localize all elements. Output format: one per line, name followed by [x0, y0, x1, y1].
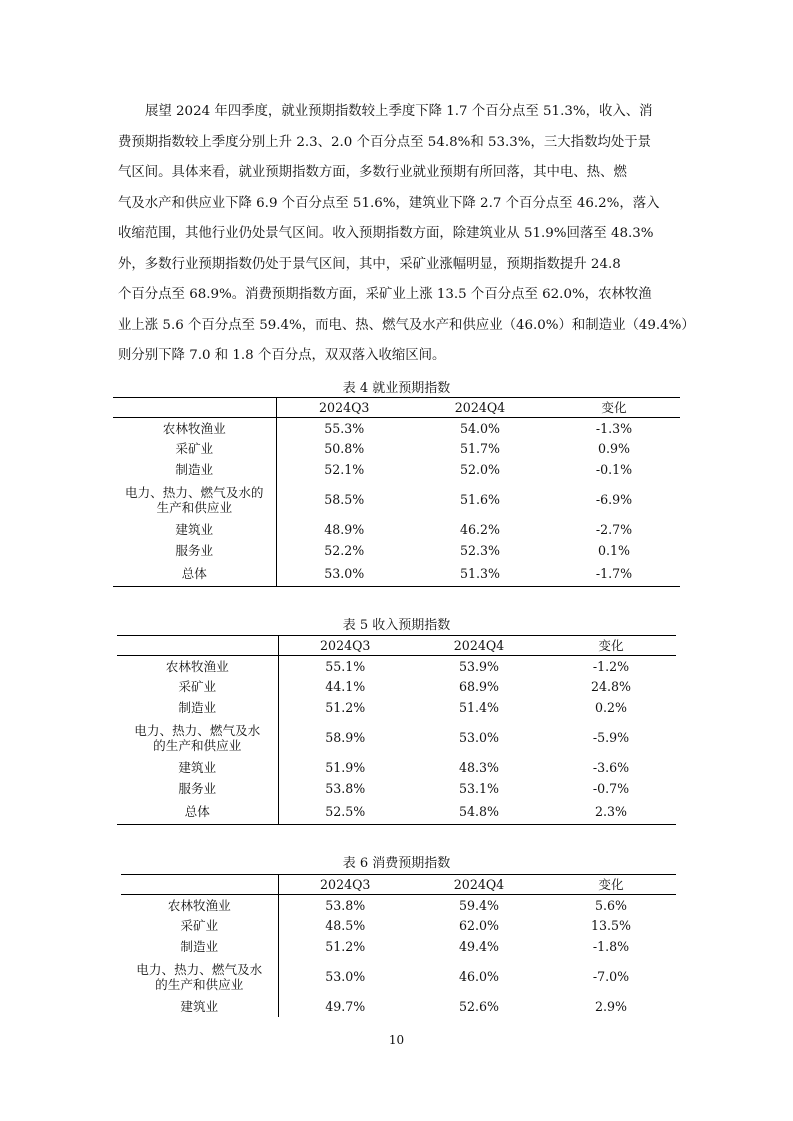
paragraph-line: 气及水产和供应业下降 6.9 个百分点至 51.6%，建筑业下降 2.7 个百分点至 46.2%，落入 — [118, 195, 660, 211]
row-label-line: 的生产和供应业 — [153, 737, 242, 753]
header-cell: 变化 — [546, 875, 676, 895]
table-row — [117, 799, 676, 825]
table-row — [113, 439, 680, 460]
paragraph-line: 业上涨 5.6 个百分点至 59.4%，而电、热、燃气及水产和供应业（46.0%）和制造业（49.4%） — [118, 317, 695, 333]
row-label — [117, 718, 278, 758]
table-header-row — [113, 398, 680, 418]
value-cell: 53.9% — [458, 658, 499, 674]
table-row — [121, 916, 676, 937]
value-cell: 44.1% — [325, 679, 366, 695]
value-cell: 58.5% — [324, 492, 365, 507]
header-cell: 2024Q4 — [412, 398, 548, 418]
value-cell: 48.9% — [324, 522, 365, 538]
value-cell: -7.0% — [592, 969, 630, 984]
header-cell: 2024Q3 — [278, 875, 412, 895]
table-row — [113, 459, 680, 480]
row-label: 农林牧渔业 — [117, 656, 278, 677]
value-cell: -1.7% — [595, 565, 633, 581]
value-cell: 13.5% — [590, 918, 631, 934]
value-cell: 52.3% — [459, 542, 500, 558]
header-cell: 2024Q3 — [278, 636, 412, 656]
value-cell: 53.0% — [458, 730, 499, 745]
header-cell: 2024Q4 — [412, 875, 546, 895]
row-label: 制造业 — [121, 936, 278, 957]
table-row — [117, 778, 676, 799]
body-paragraph — [118, 97, 695, 372]
paragraph-line: 收缩范围，其他行业仍处景气区间。收入预期指数方面，除建筑业从 51.9%回落至 48.3% — [118, 226, 654, 241]
row-label: 总体 — [117, 799, 278, 825]
value-cell: 54.0% — [459, 420, 500, 436]
value-cell: 51.6% — [459, 492, 500, 507]
value-cell: 2.3% — [595, 803, 627, 819]
value-cell: 48.3% — [458, 760, 499, 776]
row-label-line: 电力、热力、燃气及水 — [136, 961, 263, 977]
row-label: 制造业 — [113, 459, 276, 480]
value-cell: 58.9% — [325, 730, 366, 745]
value-cell: 55.3% — [324, 420, 365, 436]
table-row — [121, 936, 676, 957]
table-row — [113, 540, 680, 561]
row-label — [121, 957, 278, 997]
value-cell: -2.7% — [595, 522, 633, 538]
row-label: 建筑业 — [121, 997, 278, 1018]
value-cell: 68.9% — [458, 679, 499, 695]
value-cell: 51.3% — [459, 565, 500, 581]
table-row — [113, 418, 680, 439]
table-header-row — [121, 875, 676, 895]
value-cell: 59.4% — [458, 897, 499, 913]
row-label-line: 的生产和供应业 — [155, 976, 244, 992]
value-cell: 52.6% — [458, 999, 499, 1015]
table-row — [113, 561, 680, 587]
paragraph-line: 则分别下降 7.0 和 1.8 个百分点，双双落入收缩区间。 — [118, 348, 446, 363]
value-cell: 62.0% — [458, 918, 499, 934]
value-cell: -1.8% — [592, 938, 630, 954]
row-label: 服务业 — [113, 540, 276, 561]
value-cell: 53.8% — [325, 897, 366, 913]
value-cell: -6.9% — [595, 492, 633, 507]
value-cell: -1.3% — [595, 420, 633, 436]
value-cell: 52.2% — [324, 542, 365, 558]
row-label: 采矿业 — [121, 916, 278, 937]
income-expectation-table — [117, 635, 676, 825]
value-cell: 54.8% — [458, 803, 499, 819]
value-cell: 48.5% — [325, 918, 366, 934]
row-label-line: 电力、热力、燃气及水 — [134, 722, 261, 738]
paragraph-line: 费预期指数较上季度分别上升 2.3、2.0 个百分点至 54.8%和 53.3%，三大指数均处于景 — [118, 134, 652, 150]
value-cell: 49.4% — [458, 938, 499, 954]
header-cell: 2024Q4 — [412, 636, 546, 656]
row-label: 服务业 — [117, 778, 278, 799]
page-number: 10 — [388, 1033, 405, 1047]
consumption-expectation-table — [121, 874, 676, 1017]
value-cell: 53.0% — [325, 969, 366, 984]
value-cell: -5.9% — [592, 730, 630, 745]
value-cell: -3.6% — [592, 760, 630, 776]
value-cell: 51.2% — [325, 938, 366, 954]
table-row — [121, 957, 676, 997]
table-row — [113, 520, 680, 541]
header-cell: 2024Q3 — [276, 398, 412, 418]
table-row — [117, 758, 676, 779]
value-cell: 53.1% — [458, 780, 499, 796]
row-label: 建筑业 — [113, 520, 276, 541]
header-cell: 变化 — [546, 636, 676, 656]
value-cell: 52.0% — [459, 461, 500, 477]
table-row — [117, 718, 676, 758]
header-cell: 变化 — [548, 398, 680, 418]
table-row — [121, 895, 676, 916]
paragraph-line: 展望 2024 年四季度，就业预期指数较上季度下降 1.7 个百分点至 51.3%，收入、消 — [145, 104, 653, 119]
value-cell: 52.1% — [324, 461, 365, 477]
table-row — [113, 480, 680, 520]
value-cell: 51.4% — [458, 699, 499, 715]
table-row — [117, 677, 676, 698]
table-row — [121, 997, 676, 1018]
value-cell: 46.0% — [458, 969, 499, 984]
table-row — [117, 656, 676, 677]
employment-expectation-table — [113, 397, 680, 587]
table-caption: 表 5 收入预期指数 — [342, 618, 451, 633]
paragraph-line: 个百分点至 68.9%。消费预期指数方面，采矿业上涨 13.5 个百分点至 62.0%，农林牧渔 — [118, 287, 652, 302]
value-cell: 51.7% — [459, 441, 500, 457]
table-header-row — [117, 636, 676, 656]
value-cell: 5.6% — [595, 897, 627, 913]
table-caption: 表 6 消费预期指数 — [342, 856, 451, 871]
value-cell: 0.1% — [598, 542, 630, 558]
value-cell: 53.0% — [324, 565, 365, 581]
paragraph-line: 气区间。具体来看，就业预期指数方面，多数行业就业预期有所回落，其中电、热、燃 — [118, 165, 627, 180]
value-cell: 24.8% — [590, 679, 631, 695]
header-cell — [117, 636, 278, 656]
header-cell — [121, 875, 278, 895]
row-label: 采矿业 — [113, 439, 276, 460]
value-cell: 50.8% — [324, 441, 365, 457]
row-label: 农林牧渔业 — [113, 418, 276, 439]
row-label — [113, 480, 276, 520]
value-cell: 46.2% — [459, 522, 500, 538]
value-cell: 2.9% — [595, 999, 627, 1015]
row-label: 建筑业 — [117, 758, 278, 779]
value-cell: -1.2% — [592, 658, 630, 674]
row-label-line: 电力、热力、燃气及水的 — [124, 484, 264, 500]
value-cell: -0.7% — [592, 780, 630, 796]
row-label: 采矿业 — [117, 677, 278, 698]
value-cell: 55.1% — [325, 658, 366, 674]
row-label-line: 生产和供应业 — [156, 499, 233, 515]
value-cell: 51.9% — [325, 760, 366, 776]
value-cell: 51.2% — [325, 699, 366, 715]
value-cell: 49.7% — [325, 999, 366, 1015]
value-cell: 52.5% — [325, 803, 366, 819]
value-cell: 0.9% — [598, 441, 630, 457]
value-cell: 53.8% — [325, 780, 366, 796]
header-cell — [113, 398, 276, 418]
value-cell: 0.2% — [595, 699, 627, 715]
row-label: 总体 — [113, 561, 276, 587]
value-cell: -0.1% — [595, 461, 633, 477]
row-label: 制造业 — [117, 697, 278, 718]
table-row — [117, 697, 676, 718]
paragraph-line: 外，多数行业预期指数仍处于景气区间，其中，采矿业涨幅明显，预期指数提升 24.8 — [118, 256, 621, 272]
row-label: 农林牧渔业 — [121, 895, 278, 916]
table-caption: 表 4 就业预期指数 — [342, 381, 451, 396]
